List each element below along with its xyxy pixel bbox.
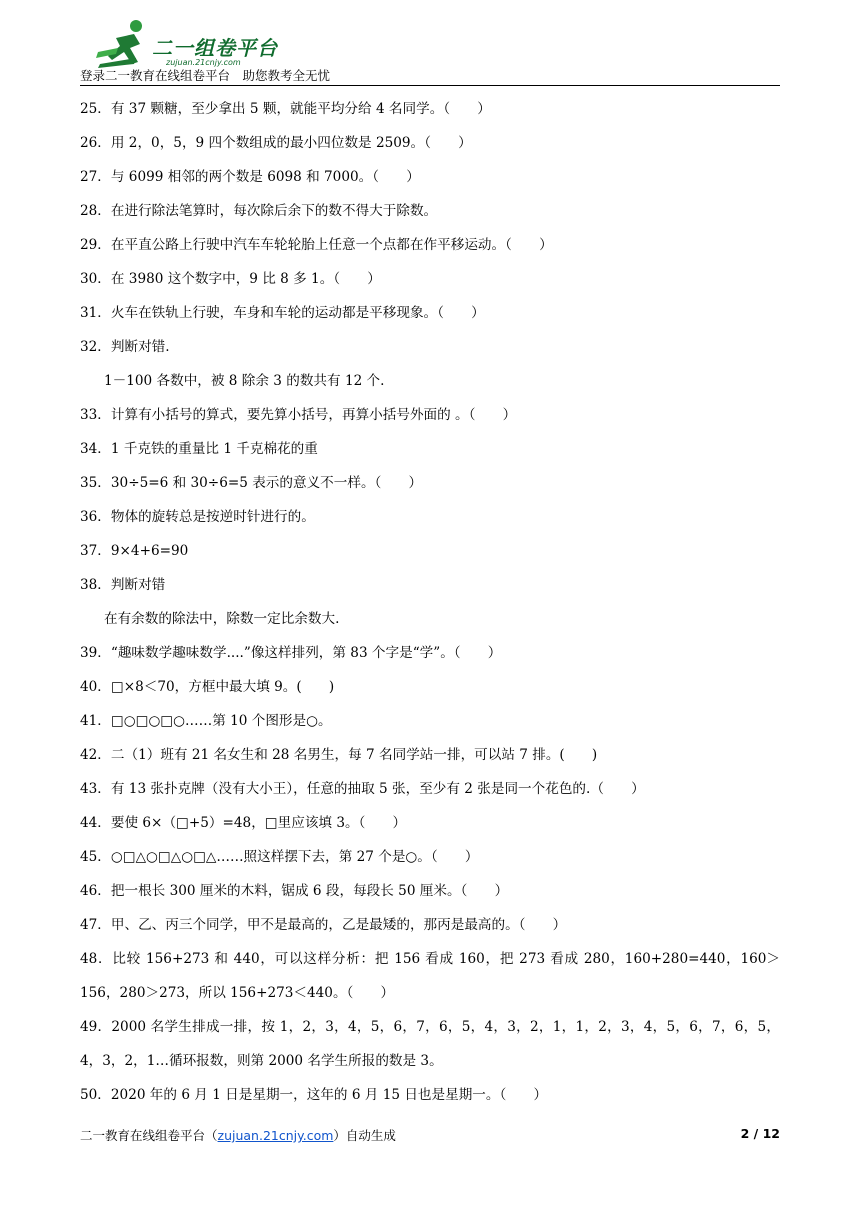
header-divider <box>80 85 780 86</box>
question-item: 25．有 37 颗糖，至少拿出 5 颗，就能平均分给 4 名同学。（ ） <box>80 101 491 117</box>
question-item: 41．□○□○□○……第 10 个图形是○。 <box>80 713 332 729</box>
page-header <box>80 14 780 88</box>
question-item: 43．有 13 张扑克牌（没有大小王），任意的抽取 5 张，至少有 2 张是同一个花色的.（ ） <box>80 781 645 797</box>
footer-suffix: ）自动生成 <box>333 1128 396 1143</box>
question-item: 35．30÷5=6 和 30÷6=5 表示的意义不一样。（ ） <box>80 475 423 491</box>
logo-text: 二一组卷平台 <box>152 36 278 60</box>
question-statement: 1－100 各数中，被 8 除余 3 的数共有 12 个. <box>104 373 385 389</box>
question-item: 46．把一根长 300 厘米的木料，锯成 6 段，每段长 50 厘米。（ ） <box>80 883 509 899</box>
page-number: 2 / 12 <box>740 1126 780 1141</box>
question-item: 33．计算有小括号的算式，要先算小括号，再算小括号外面的 。（ ） <box>80 407 517 423</box>
question-item: 38．判断对错 <box>80 577 166 593</box>
question-item: 31．火车在铁轨上行驶，车身和车轮的运动都是平移现象。（ ） <box>80 305 485 321</box>
question-item: 44．要使 6×（□+5）=48，□里应该填 3。（ ） <box>80 815 407 831</box>
question-item: 39．“趣味数学趣味数学....”像这样排列，第 83 个字是“学”。（ ） <box>80 645 502 661</box>
question-item: 36．物体的旋转总是按逆时针进行的。 <box>80 509 315 525</box>
question-item: 28．在进行除法笔算时，每次除后余下的数不得大于除数。 <box>80 203 438 219</box>
question-item: 45．○□△○□△○□△……照这样摆下去，第 27 个是○。（ ） <box>80 849 479 865</box>
question-item: 49．2000 名学生排成一排，按 1，2，3，4，5，6，7，6，5，4，3，2，1，1，2，3，4，5，6，7，6，5，4，3，2，1…循环报数，则第 2000 名学生所报的数是 3。 <box>80 1019 780 1069</box>
question-list <box>80 92 780 1112</box>
question-item: 37．9×4+6=90 <box>80 543 189 559</box>
question-item: 29．在平直公路上行驶中汽车车轮轮胎上任意一个点都在作平移运动。（ ） <box>80 237 553 253</box>
footer-link[interactable]: zujuan.21cnjy.com <box>217 1128 334 1143</box>
question-item: 48．比较 156+273 和 440，可以这样分析：把 156 看成 160，把 273 看成 280，160+280=440，160＞156，280＞273，所以 156+273＜440。（ ） <box>80 951 780 1001</box>
question-item: 40．□×8＜70，方框中最大填 9。( ) <box>80 679 335 695</box>
page-footer <box>80 1126 780 1144</box>
footer-prefix: 二一教育在线组卷平台（ <box>80 1128 218 1143</box>
header-slogan: 登录二一教育在线组卷平台 助您教考全无忧 <box>80 68 331 83</box>
question-item: 50．2020 年的 6 月 1 日是星期一，这年的 6 月 15 日也是星期一。（ ） <box>80 1087 548 1103</box>
question-item: 42．二（1）班有 21 名女生和 28 名男生，每 7 名同学站一排，可以站 7 排。( ) <box>80 747 598 763</box>
question-item: 26．用 2，0，5，9 四个数组成的最小四位数是 2509。（ ） <box>80 135 472 151</box>
running-figure-logo-icon <box>96 18 156 70</box>
question-item: 34．1 千克铁的重量比 1 千克棉花的重 <box>80 441 318 457</box>
logo-subtext: zujuan.21cnjy.com <box>166 58 241 67</box>
question-item: 47．甲、乙、丙三个同学，甲不是最高的，乙是最矮的，那丙是最高的。（ ） <box>80 917 567 933</box>
question-statement: 在有余数的除法中，除数一定比余数大. <box>104 611 340 627</box>
question-item: 32．判断对错. <box>80 339 170 355</box>
question-item: 30．在 3980 这个数字中，9 比 8 多 1。（ ） <box>80 271 381 287</box>
question-item: 27．与 6099 相邻的两个数是 6098 和 7000。（ ） <box>80 169 420 185</box>
